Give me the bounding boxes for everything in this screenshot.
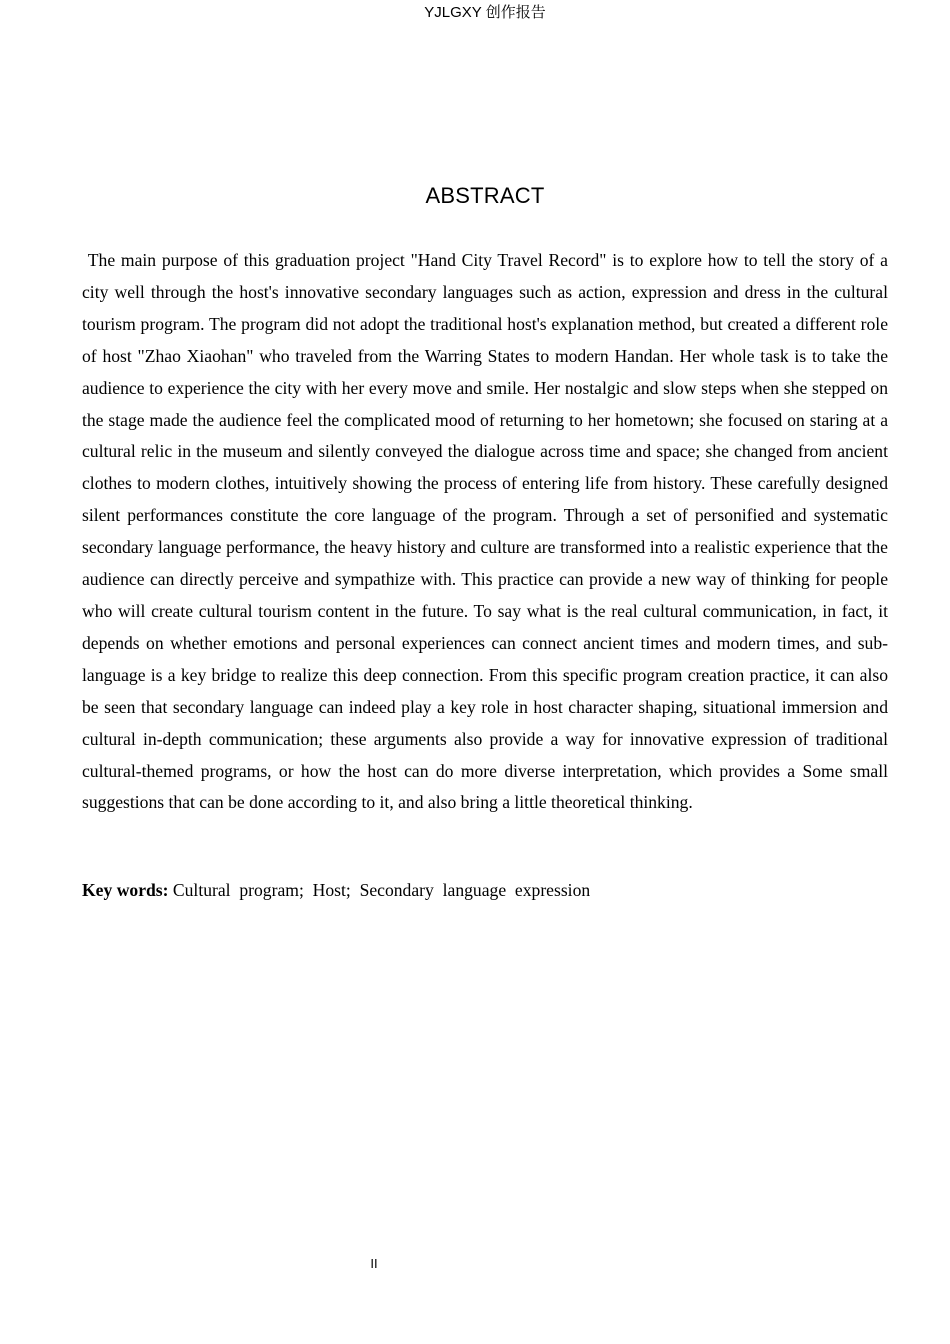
page-number: II	[370, 1256, 378, 1271]
keywords-label: Key words:	[82, 880, 169, 900]
page-header: YJLGXY 创作报告	[424, 4, 546, 21]
keywords-value: Cultural program; Host; Secondary language expression	[168, 880, 591, 900]
abstract-body: The main purpose of this graduation project "Hand City Travel Record" is to explore how to tell the story of a city well through the host's innovative secondary languages such as action, expression and dress in the cultural tourism program. The program did not adopt the traditional host's explanation method, but created a different role of host "Zhao Xiaohan" who traveled from the Warring States to modern Handan. Her whole task is to take the audience to experience the city with her every move and smile. Her nostalgic and slow steps when she stepped on the stage made the audience feel the complicated mood of returning to her hometown; she focused on staring at a cultural relic in the museum and silently conveyed the dialogue across time and space; she changed from ancient clothes to modern clothes, intuitively showing the process of entering life from history. These carefully designed silent performances constitute the core language of the program. Through a set of personified and systematic secondary language performance, the heavy history and culture are transformed into a realistic experience that the audience can directly perceive and sympathize with. This practice can provide a new way of thinking for people who will create cultural tourism content in the future. To say what is the real cultural communication, in fact, it depends on whether emotions and personal experiences can connect ancient times and modern times, and sub-language is a key bridge to realize this deep connection. From this specific program creation practice, it can also be seen that secondary language can indeed play a key role in host character shaping, situational immersion and cultural in-depth communication; these arguments also provide a way for innovative expression of traditional cultural-themed programs, or how the host can do more diverse interpretation, which provides a Some small suggestions that can be done according to it, and also bring a little theoretical thinking.	[82, 250, 893, 813]
abstract-title: ABSTRACT	[425, 183, 545, 208]
keywords-line	[82, 877, 888, 903]
